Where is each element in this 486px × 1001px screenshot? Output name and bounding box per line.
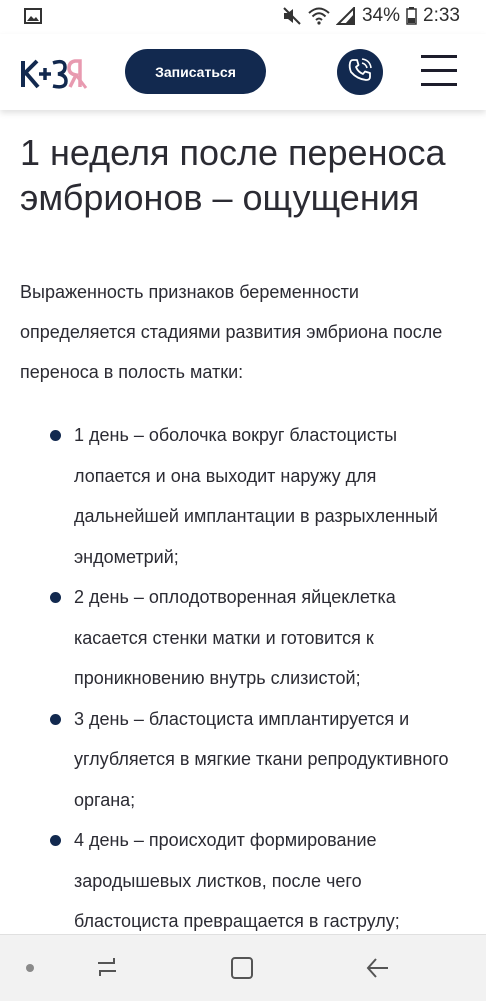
list-item [0,820,486,942]
navigation-bar [0,934,486,1001]
menu-icon-bar [421,83,457,86]
signal-icon [336,7,356,25]
mute-icon [282,7,302,25]
home-icon[interactable] [229,955,255,986]
list-item-text: 2 день – оплодотворенная яйцеклетка касается стенки матки и готовится к проникновению внутрь слизистой; [74,587,396,688]
list-item-text: 4 день – происходит формирование зародышевых листков, после чего бластоциста превращается в гаструлу; [74,830,400,931]
signup-button[interactable]: Записаться [125,49,266,94]
list-item-text: 1 день – оболочка вокруг бластоцисты лопается и она выходит наружу для дальнейшей имплантации в разрыхленный эндометрий; [74,425,438,567]
stages-list [0,415,486,942]
image-icon [24,8,42,24]
logo[interactable] [20,54,92,94]
bullet-icon [50,592,61,603]
list-item-text: 3 день – бластоциста имплантируется и углубляется в мягкие ткани репродуктивного органа; [74,708,449,810]
recents-icon[interactable] [94,954,120,985]
phone-icon [346,56,374,89]
list-item [0,415,486,577]
article-intro: Выраженность признаков беременности определяется стадиями развития эмбриона после переноса в полость матки: [20,282,443,382]
bullet-icon [50,835,61,846]
status-bar [0,0,486,34]
back-icon[interactable] [364,955,390,986]
phone-button[interactable] [337,49,383,95]
list-item [0,699,486,821]
menu-icon-bar [421,55,457,58]
page-title: 1 неделя после переноса эмбрионов – ощущения [20,132,446,218]
list-item [0,577,486,699]
bullet-icon [50,430,61,441]
clock: 2:33 [423,5,460,26]
wifi-icon [308,7,330,25]
nav-dot-icon[interactable] [26,964,34,972]
menu-button[interactable] [421,55,457,87]
battery-level: 34% [361,5,401,26]
menu-icon-bar [421,69,457,72]
battery-icon [406,7,417,25]
site-header [0,34,486,110]
bullet-icon [50,714,61,725]
